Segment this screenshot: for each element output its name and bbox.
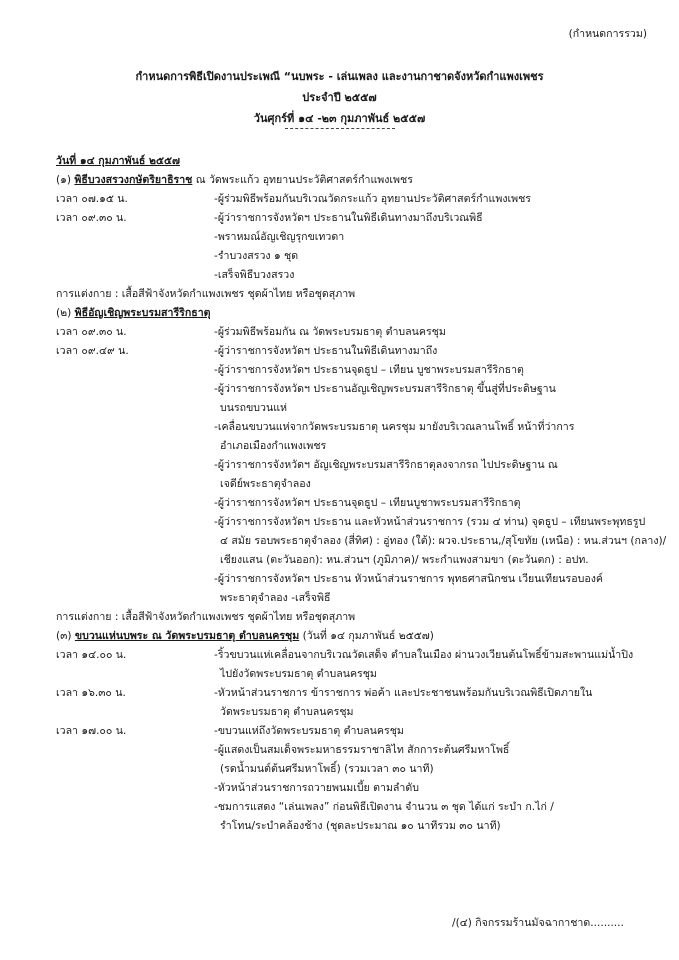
row-activity: -หัวหน้าส่วนราชการ ข้าราชการ พ่อค้า และประชาชนพร้อมกันบริเวณพิธีเปิดภายใน	[214, 687, 593, 699]
row-activity: วัดพระบรมธาตุ ตำบลนครชุม	[220, 706, 354, 718]
section-3-date: (วันที่ ๑๔ กุมภาพันธ์ ๒๕๕๗)	[302, 630, 434, 642]
schedule-row	[56, 475, 656, 494]
schedule-row	[56, 418, 656, 437]
row-activity: -ผู้ว่าราชการจังหวัดฯ ประธานจุดธูป – เทียนบูชาพระบรมสารีริกธาตุ	[214, 497, 521, 509]
row-activity: -รำบวงสรวง ๑ ชุด	[214, 250, 299, 262]
row-activity: -ผู้ว่าราชการจังหวัดฯ ประธานจุดธูป – เทียน บูชาพระบรมสารีริกธาตุ	[214, 364, 524, 376]
schedule-row	[56, 361, 656, 380]
continuation-footer: /(๔) กิจกรรมร้านมัจฉากาชาด..........	[452, 917, 624, 929]
row-activity: -ผู้ว่าราชการจังหวัดฯ ประธานอัญเชิญพระบรมสารีริกธาตุ ขึ้นสู่ที่ประดิษฐาน	[214, 383, 556, 395]
document-tag: (กำหนดการรวม)	[568, 28, 647, 40]
row-time: เวลา ๑๔.๐๐ น.	[56, 649, 127, 661]
section-3-name: ขบวนแห่นบพระ ณ วัดพระบรมธาตุ ตำบลนครชุม	[74, 630, 300, 642]
schedule-row	[56, 722, 656, 741]
section-1-number: (๑)	[56, 174, 71, 186]
schedule-row	[56, 570, 656, 589]
section-1-dress: การแต่งกาย : เสื้อสีฟ้าจังหวัดกำแพงเพชร ชุดผ้าไทย หรือชุดสุภาพ	[56, 288, 356, 300]
title-line-3: วันศุกร์ที่ ๑๔ -๒๓ กุมภาพันธ์ ๒๕๕๗	[253, 112, 426, 125]
schedule-row	[56, 209, 656, 228]
row-activity: พระธาตุจำลอง -เสร็จพิธี	[220, 592, 331, 604]
section-3-number: (๓)	[56, 630, 72, 642]
row-activity: ๔ สมัย รอบพระธาตุจำลอง (สี่ทิศ) : อู่ทอง (ใต้): ผวจ.ประธาน,/สุโขทัย (เหนือ) : หน.ส่วนฯ (กลาง)/	[220, 535, 667, 547]
schedule-row	[56, 703, 656, 722]
section-1-heading	[56, 171, 656, 190]
schedule-row	[56, 266, 656, 285]
section-3-heading	[56, 627, 656, 646]
schedule-row	[56, 817, 656, 836]
section-2-name: พิธีอัญเชิญพระบรมสารีริกธาตุ	[74, 307, 211, 319]
schedule-row	[56, 741, 656, 760]
row-activity: เจดีย์พระธาตุจำลอง	[220, 478, 311, 490]
section-2-number: (๒)	[56, 307, 72, 319]
row-activity: -ผู้แสดงเป็นสมเด็จพระมหาธรรมราชาลิไท สักการะต้นศรีมหาโพธิ์	[214, 744, 510, 756]
section-1-location: ณ วัดพระแก้ว อุทยานประวัติศาสตร์กำแพงเพชร	[195, 174, 413, 186]
section-1-name: พิธีบวงสรวงกษัตริยาธิราช	[74, 174, 193, 186]
row-activity: -เสร็จพิธีบวงสรวง	[214, 269, 295, 281]
schedule-content	[56, 152, 667, 836]
schedule-row	[56, 513, 656, 532]
row-activity: -เคลื่อนขบวนแห่จากวัดพระบรมธาตุ นครชุม มายังบริเวณลานโพธิ์ หน้าที่ว่าการ	[214, 421, 575, 433]
schedule-row	[56, 532, 667, 551]
schedule-row	[56, 228, 656, 247]
row-time: เวลา ๐๗.๑๕ น.	[56, 193, 128, 205]
row-activity: เชียงแสน (ตะวันออก): หน.ส่วนฯ (ภูมิภาค)/ พระกำแพงสามขา (ตะวันตก) : อปท.	[220, 554, 589, 566]
schedule-row	[56, 456, 656, 475]
row-time: เวลา ๐๙.๓๐ น.	[56, 326, 127, 338]
row-activity: -หัวหน้าส่วนราชการถวายพนมเบี้ย ตามลำดับ	[214, 782, 419, 794]
schedule-row	[56, 779, 656, 798]
row-activity: -ผู้ว่าราชการจังหวัดฯ ประธาน หัวหน้าส่วนราชการ พุทธศาสนิกชน เวียนเทียนรอบองค์	[214, 573, 603, 585]
row-activity: (รดน้ำมนต์ต้นศรีมหาโพธิ์) (รวมเวลา ๓๐ นาที)	[220, 763, 434, 775]
schedule-row	[56, 247, 656, 266]
row-activity: อำเภอเมืองกำแพงเพชร	[220, 440, 327, 452]
schedule-row	[56, 589, 656, 608]
schedule-row	[56, 342, 656, 361]
schedule-row	[56, 684, 656, 703]
schedule-row	[56, 798, 656, 817]
row-activity: -ผู้ว่าราชการจังหวัดฯ ประธาน และหัวหน้าส่วนราชการ (รวม ๔ ท่าน) จุดธูป – เทียนพระพุทธรูป	[214, 516, 646, 528]
row-activity: -ผู้ร่วมพิธีพร้อมกันบริเวณวัดกระแก้ว อุทยานประวัติศาสตร์กำแพงเพชร	[214, 193, 531, 205]
dashed-divider	[285, 128, 395, 129]
title-line-2: ประจำปี ๒๕๕๗	[302, 91, 377, 104]
row-time: เวลา ๑๖.๓๐ น.	[56, 687, 126, 699]
schedule-row	[56, 380, 656, 399]
row-activity: -ผู้ว่าราชการจังหวัดฯ อัญเชิญพระบรมสารีริกธาตุลงจากรถ ไปประดิษฐาน ณ	[214, 459, 558, 471]
date-heading: วันที่ ๑๔ กุมภาพันธ์ ๒๕๕๗	[56, 155, 180, 167]
section-2-heading	[56, 304, 656, 323]
schedule-row	[56, 494, 656, 513]
schedule-row	[56, 760, 656, 779]
row-activity: -ริ้วขบวนแห่เคลื่อนจากบริเวณวัดเสด็จ ตำบลในเมือง ผ่านวงเวียนต้นโพธิ์ข้ามสะพานแม่น้ำปิง	[214, 649, 634, 661]
schedule-row	[56, 399, 656, 418]
row-activity: -ผู้ร่วมพิธีพร้อมกัน ณ วัดพระบรมธาตุ ตำบลนครชุม	[214, 326, 446, 338]
row-activity: -ผู้ว่าราชการจังหวัดฯ ประธานในพิธีเดินทางมาถึง	[214, 345, 438, 357]
row-time: เวลา ๐๙.๔๙ น.	[56, 345, 129, 357]
schedule-row	[56, 665, 656, 684]
row-activity: -ขบวนแห่ถึงวัดพระบรมธาตุ ตำบลนครชุม	[214, 725, 404, 737]
schedule-row	[56, 646, 656, 665]
section-3-rows	[56, 646, 656, 836]
row-activity: รำโทน/ระบำคล้องช้าง (ชุดละประมาณ ๑๐ นาทีรวม ๓๐ นาที)	[220, 820, 501, 832]
schedule-row	[56, 437, 656, 456]
row-activity: ไปยังวัดพระบรมธาตุ ตำบลนครชุม	[220, 668, 377, 680]
row-activity: -ผู้ว่าราชการจังหวัดฯ ประธานในพิธีเดินทางมาถึงบริเวณพิธี	[214, 212, 483, 224]
schedule-row	[56, 551, 656, 570]
section-2-rows	[56, 323, 667, 608]
row-time: เวลา ๐๙.๓๐ น.	[56, 212, 127, 224]
row-activity: -ชมการแสดง “เล่นเพลง” ก่อนพิธีเปิดงาน จำนวน ๓ ชุด ได้แก่ ระบำ ก.ไก่ /	[214, 801, 554, 813]
row-activity: บนรถขบวนแห่	[220, 402, 288, 414]
schedule-row	[56, 323, 656, 342]
row-activity: -พราหมณ์อัญเชิญรุกขเทวดา	[214, 231, 345, 243]
title-line-1: กำหนดการพิธีเปิดงานประเพณี “นบพระ - เล่นเพลง และงานกาชาดจังหวัดกำแพงเพชร	[135, 70, 544, 83]
schedule-row	[56, 190, 656, 209]
section-1-rows	[56, 190, 656, 285]
row-time: เวลา ๑๗.๐๐ น.	[56, 725, 127, 737]
section-2-dress: การแต่งกาย : เสื้อสีฟ้าจังหวัดกำแพงเพชร ชุดผ้าไทย หรือชุดสุภาพ	[56, 611, 356, 623]
